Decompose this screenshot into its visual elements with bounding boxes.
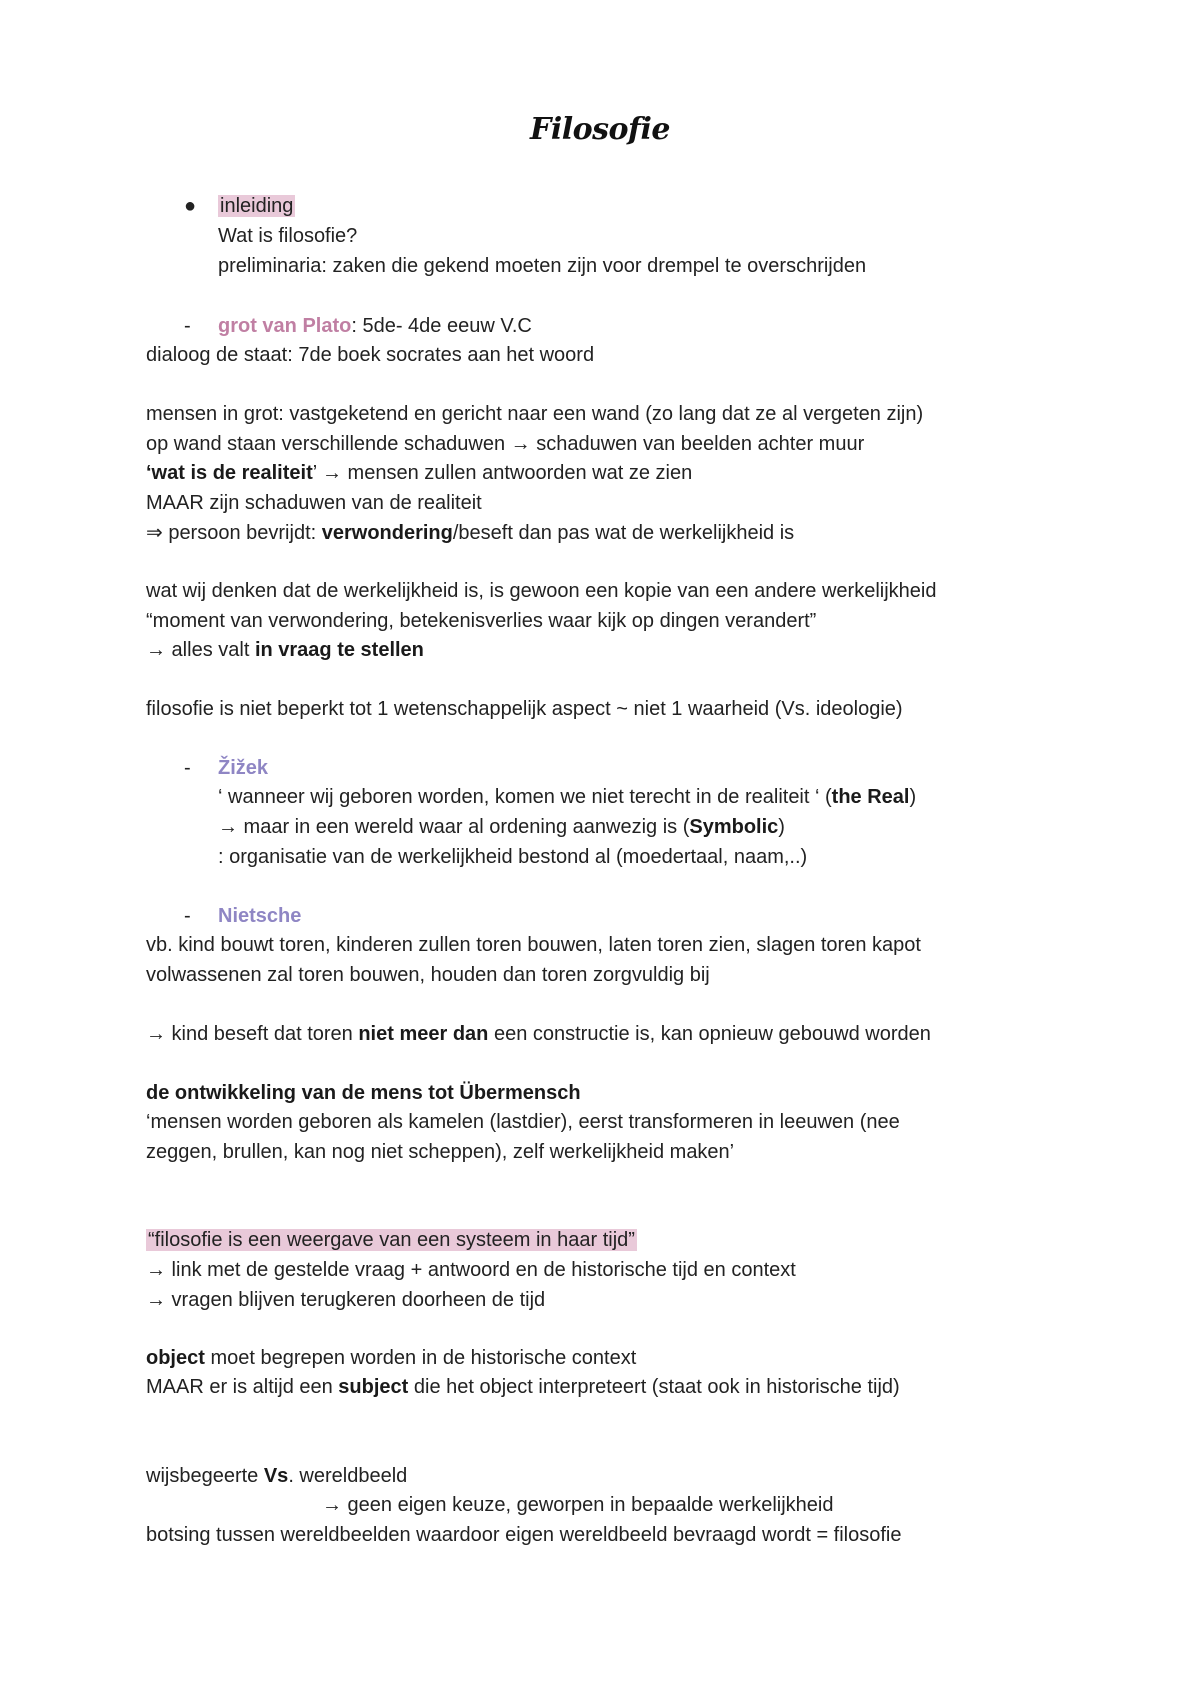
text-line: preliminaria: zaken die gekend moeten zijn voor drempel te overschrijden	[218, 255, 867, 277]
text-line: dialoog de staat: 7de boek socrates aan het woord	[146, 344, 595, 366]
text-line: Wat is filosofie?	[218, 225, 358, 247]
text-line: ‘ wanneer wij geboren worden, komen we niet terecht in de realiteit ‘ (the Real)	[218, 786, 917, 808]
text-line: zeggen, brullen, kan nog niet scheppen), zelf werkelijkheid maken’	[146, 1141, 735, 1163]
text-line: filosofie is niet beperkt tot 1 wetenschappelijk aspect ~ niet 1 waarheid (Vs. ideologie)	[146, 698, 903, 720]
section-heading-nietzsche: Nietsche	[218, 905, 302, 927]
section-heading-inleiding: inleiding	[220, 195, 294, 217]
text-line: vb. kind bouwt toren, kinderen zullen toren bouwen, laten toren zien, slagen toren kapot	[146, 934, 921, 956]
text-line: → geen eigen keuze, geworpen in bepaalde werkelijkheid	[322, 1494, 834, 1516]
text-line: → kind beseft dat toren niet meer dan een constructie is, kan opnieuw gebouwd worden	[146, 1023, 931, 1045]
page-title: Filosofie	[530, 112, 670, 147]
section-heading-plato: grot van Plato: 5de- 4de eeuw V.C	[218, 315, 532, 337]
text-line: mensen in grot: vastgeketend en gericht naar een wand (zo lang dat ze al vergeten zijn)	[146, 403, 924, 425]
text-line: volwassenen zal toren bouwen, houden dan toren zorgvuldig bij	[146, 964, 710, 986]
text-line: ⇒ persoon bevrijdt: verwondering/beseft dan pas wat de werkelijkheid is	[146, 522, 795, 544]
text-line: “moment van verwondering, betekenisverlies waar kijk op dingen verandert”	[146, 610, 817, 632]
text-line: wijsbegeerte Vs. wereldbeeld	[146, 1465, 408, 1487]
text-line: wat wij denken dat de werkelijkheid is, is gewoon een kopie van een andere werkelijkheid	[146, 580, 937, 602]
text-line: MAAR er is altijd een subject die het object interpreteert (staat ook in historische tijd)	[146, 1376, 900, 1398]
highlighted-quote: “filosofie is een weergave van een systeem in haar tijd”	[148, 1229, 635, 1251]
text-line: → link met de gestelde vraag + antwoord en de historische tijd en context	[146, 1259, 796, 1281]
text-line: → alles valt in vraag te stellen	[146, 639, 424, 661]
text-line: op wand staan verschillende schaduwen → schaduwen van beelden achter muur	[146, 433, 865, 455]
text-line: MAAR zijn schaduwen van de realiteit	[146, 492, 482, 514]
text-line: : organisatie van de werkelijkheid bestond al (moedertaal, naam,..)	[218, 846, 808, 868]
dash-icon: -	[184, 905, 191, 927]
text-line: → maar in een wereld waar al ordening aanwezig is (Symbolic)	[218, 816, 785, 838]
section-heading-zizek: Žižek	[218, 757, 269, 779]
text-line: object moet begrepen worden in de historische context	[146, 1347, 637, 1369]
bullet-icon: ●	[184, 195, 197, 217]
text-line: ‘mensen worden geboren als kamelen (lastdier), eerst transformeren in leeuwen (nee	[146, 1111, 900, 1133]
text-line: ‘wat is de realiteit’ → mensen zullen antwoorden wat ze zien	[146, 462, 693, 484]
text-line: de ontwikkeling van de mens tot Übermensch	[146, 1082, 581, 1104]
dash-icon: -	[184, 757, 191, 779]
text-line: botsing tussen wereldbeelden waardoor eigen wereldbeeld bevraagd wordt = filosofie	[146, 1524, 902, 1546]
text-line: → vragen blijven terugkeren doorheen de tijd	[146, 1289, 546, 1311]
dash-icon: -	[184, 315, 191, 337]
